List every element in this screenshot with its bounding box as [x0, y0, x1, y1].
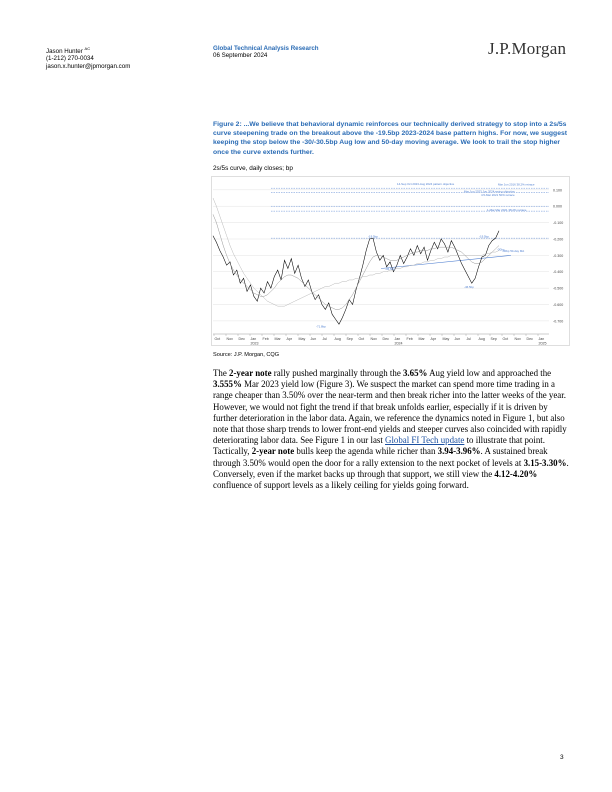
chart-annotation: 14-Sep Oct 2023-Aug 2024 pattern objective	[397, 181, 455, 186]
chart-annotation: -19.5bp	[479, 234, 489, 239]
chart-annotation: 1-Mar Mar 2021 38.2% retrace	[487, 208, 527, 213]
chart-annotation: Mar Jun 2016 38.2% retrace	[498, 182, 535, 187]
y-tick-label: -0.600	[553, 303, 564, 308]
x-tick-label: Jan	[394, 337, 401, 341]
x-tick-label: Dec	[526, 337, 533, 341]
ytick-layer	[553, 188, 563, 323]
global-fi-tech-update-link[interactable]: Global FI Tech update	[385, 435, 465, 446]
author-block	[46, 45, 130, 70]
chart-svg	[211, 176, 570, 346]
author-name: Jason Hunter	[46, 48, 83, 56]
chart-annotation: -19.5bp	[368, 234, 378, 239]
chart-annotation: -30bp	[497, 247, 505, 252]
body-paragraph: The 2-year note rally pushed marginally through the 3.65% Aug yield low and approached the 3.555% Mar 2023 yield low (Figure 3). We suspect the market can spend more time trading in a range cheaper than 3.50% over the near-term and then break richer into the latter weeks of the year. However, we would not fight the trend if that break unfolds earlier, especially if it is driven by further deterioration in the labor data. Again, we reference the dynamics noted in Figure 1, but also note that those sharp trends to lower front-end yields and steeper curves also coincided with rapidly deteriorating labor data. See Figure 1 in our last Global FI Tech update to illustrate that point. Tactically, 2-year note bulls keep the agenda while richer than 3.94-3.96%. A sustained break through 3.50% would open the door for a rally extension to the next pocket of levels at 3.15-3.30%. Conversely, even if the market backs up through that support, we still view the 4.12-4.20% confluence of support levels as a likely ceiling for yields going forward.	[213, 368, 569, 491]
y-tick-label: 0.000	[553, 204, 562, 209]
x-tick-label: Apr	[286, 337, 293, 341]
x-year-label: 2025	[538, 341, 547, 346]
x-year-label: 2023	[250, 341, 259, 346]
x-tick-label: Dec	[238, 337, 245, 341]
x-tick-label: Apr	[430, 337, 437, 341]
x-tick-label: Sep	[490, 337, 497, 341]
chart	[211, 176, 570, 346]
figure-source: Source: J.P. Morgan, CQG	[213, 352, 280, 358]
x-tick-label: May	[442, 337, 450, 341]
report-header	[213, 45, 319, 60]
x-tick-label: Oct	[358, 337, 365, 341]
chart-annotation: -36.5bp	[385, 267, 395, 272]
x-tick-label: Oct	[214, 337, 221, 341]
y-tick-label: -0.400	[553, 270, 564, 275]
report-date: 06 September 2024	[213, 52, 268, 60]
bold-level-412: 4.12-4.20%	[494, 468, 538, 479]
chart-annotation: -71.8bp	[316, 324, 326, 329]
y-tick-label: -0.100	[553, 221, 564, 226]
x-tick-label: Aug	[478, 337, 485, 341]
body-text	[213, 368, 573, 491]
bold-level-365: 3.65%	[402, 368, 428, 378]
jpmorgan-logo: J.P.Morgan	[488, 39, 567, 58]
y-tick-label: -0.500	[553, 286, 564, 291]
x-tick-label: Jun	[454, 337, 461, 341]
x-tick-label: Oct	[502, 337, 509, 341]
x-tick-label: Jun	[310, 337, 317, 341]
report-series: Global Technical Analysis Research	[213, 45, 319, 52]
x-year-label: 2024	[394, 341, 403, 346]
chart-frame	[212, 177, 570, 346]
x-tick-label: Nov	[514, 337, 521, 341]
x-tick-label: Mar	[274, 337, 281, 341]
x-tick-label: Sep	[346, 337, 353, 341]
x-tick-label: Jan	[538, 337, 545, 341]
x-tick-label: Feb	[406, 337, 413, 341]
page-number: 3	[560, 754, 564, 761]
chart-annotation: 4.5-Mar 2021 50% retrace	[481, 193, 515, 198]
x-tick-label: Jan	[250, 337, 257, 341]
figure-caption: Figure 2: ...We believe that behavioral dynamic reinforces our technically derived strategy to stop into a 2s/5s curve steepening trade on the breakout above the -19.5bp 2023-2024 base pattern highs. For now, we suggest keeping the stop below the -30/-30.5bp Aug low and 50-day moving average. We look to trail the stop higher once the curve extends further.	[213, 121, 568, 156]
x-tick-label: Nov	[226, 337, 233, 341]
bold-level-394: 3.94-3.96%	[437, 446, 481, 457]
chart-annotation: -30bp 50-day MA	[502, 249, 525, 254]
author-phone: (1-212) 270-0034	[46, 55, 94, 63]
chart-title: 2s/5s curve, daily closes; bp	[213, 165, 293, 172]
x-tick-label: Aug	[334, 337, 341, 341]
y-tick-label: -0.700	[553, 319, 564, 324]
bold-2y-note-2: 2-year note	[251, 446, 295, 457]
bold-2y-note: 2-year note	[229, 368, 272, 378]
author-suffix: AC	[84, 46, 91, 51]
x-tick-label: Mar	[418, 337, 425, 341]
chart-annotation: -46.5bp	[464, 285, 474, 290]
x-tick-label: Jul	[322, 337, 328, 341]
x-tick-label: Feb	[262, 337, 269, 341]
x-tick-label: Nov	[370, 337, 377, 341]
y-tick-label: -0.300	[553, 253, 564, 258]
bold-level-3555: 3.555%	[213, 379, 242, 390]
bold-level-315: 3.15-3.30%	[523, 457, 567, 468]
y-tick-label: 0.100	[553, 188, 562, 193]
author-email[interactable]: jason.x.hunter@jpmorgan.com	[46, 62, 131, 70]
chart-annotation: Mar Jun 2023 Jun 2024 swing objective	[464, 189, 515, 194]
x-tick-label: Jul	[466, 337, 472, 341]
y-tick-label: -0.200	[553, 237, 564, 242]
x-tick-label: May	[298, 337, 306, 341]
x-tick-label: Dec	[382, 337, 389, 341]
